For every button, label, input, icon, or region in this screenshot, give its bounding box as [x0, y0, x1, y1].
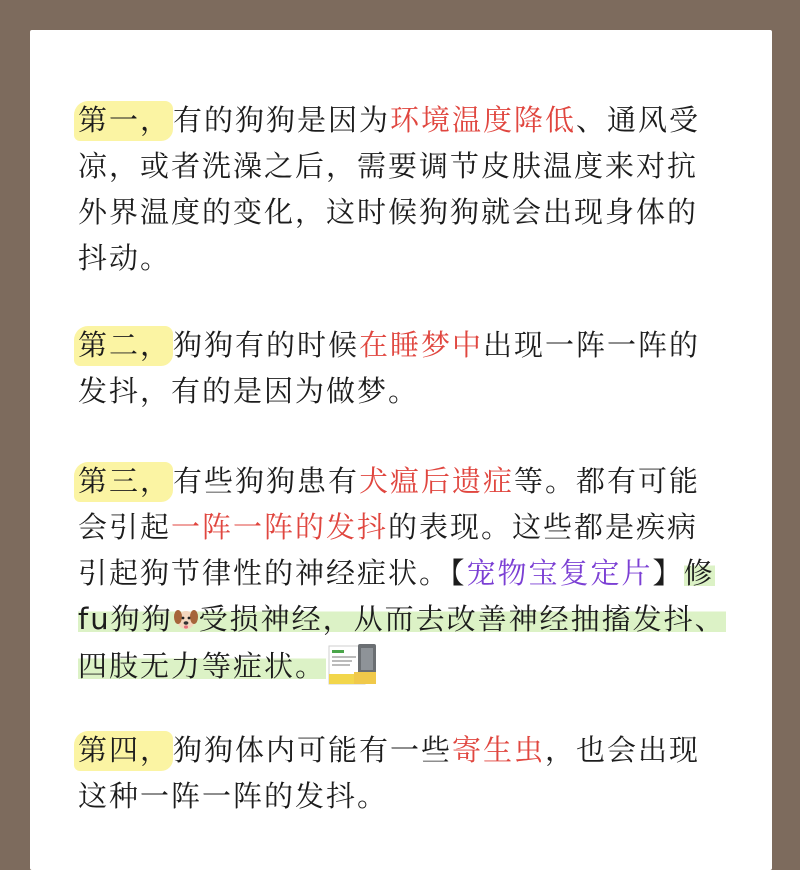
p2-text-2: 出现一阵一阵的发抖，有的是因为做梦。 — [78, 328, 701, 408]
p2-red-1: 在睡梦中 — [359, 328, 484, 362]
p3-green-2: 受损神经，从而去改善神经抽搐发抖、四肢无力等症状。 — [78, 602, 726, 683]
product-box-icon — [328, 642, 378, 686]
p4-text-1: 狗狗体内可能有一些 — [173, 733, 453, 767]
paragraph-second — [78, 322, 728, 414]
article-card — [30, 30, 772, 870]
p3-red-1: 犬瘟后遗症 — [359, 464, 515, 498]
p3-text-1: 有些狗狗患有 — [173, 464, 360, 498]
p4-text-2: ，也会出现这种一阵一阵的发抖。 — [78, 733, 701, 813]
label-third: 第三， — [74, 462, 173, 502]
bracket-open: 【 — [450, 556, 467, 590]
p1-text-2: 、通风受凉，或者洗澡之后，需要调节皮肤温度来对抗外界温度的变化，这时候狗狗就会出现身体的抖动。 — [78, 103, 701, 275]
paragraph-first — [78, 97, 728, 281]
product-name: 宠物宝复定片 — [466, 556, 653, 590]
dog-face-icon — [173, 606, 199, 632]
p3-red-2: 一阵一阵的发抖 — [171, 510, 389, 544]
paragraph-third — [78, 458, 728, 689]
p4-red-1: 寄生虫 — [452, 733, 546, 767]
p2-text-1: 狗狗有的时候 — [173, 328, 360, 362]
paragraph-fourth — [78, 727, 728, 819]
bracket-close: 】 — [652, 556, 684, 590]
p1-text-1: 有的狗狗是因为 — [173, 103, 391, 137]
label-first: 第一， — [74, 101, 173, 141]
p3-text-2: 等。都有可能会引起 — [78, 464, 701, 544]
label-fourth: 第四， — [74, 731, 173, 771]
p1-red-1: 环境温度降低 — [390, 103, 577, 137]
label-second: 第二， — [74, 326, 173, 366]
p3-green-1: 修fu狗狗 — [78, 556, 715, 636]
p3-text-3: 的表现。这些都是疾病引起狗节律性的神经症状。 — [78, 510, 699, 590]
